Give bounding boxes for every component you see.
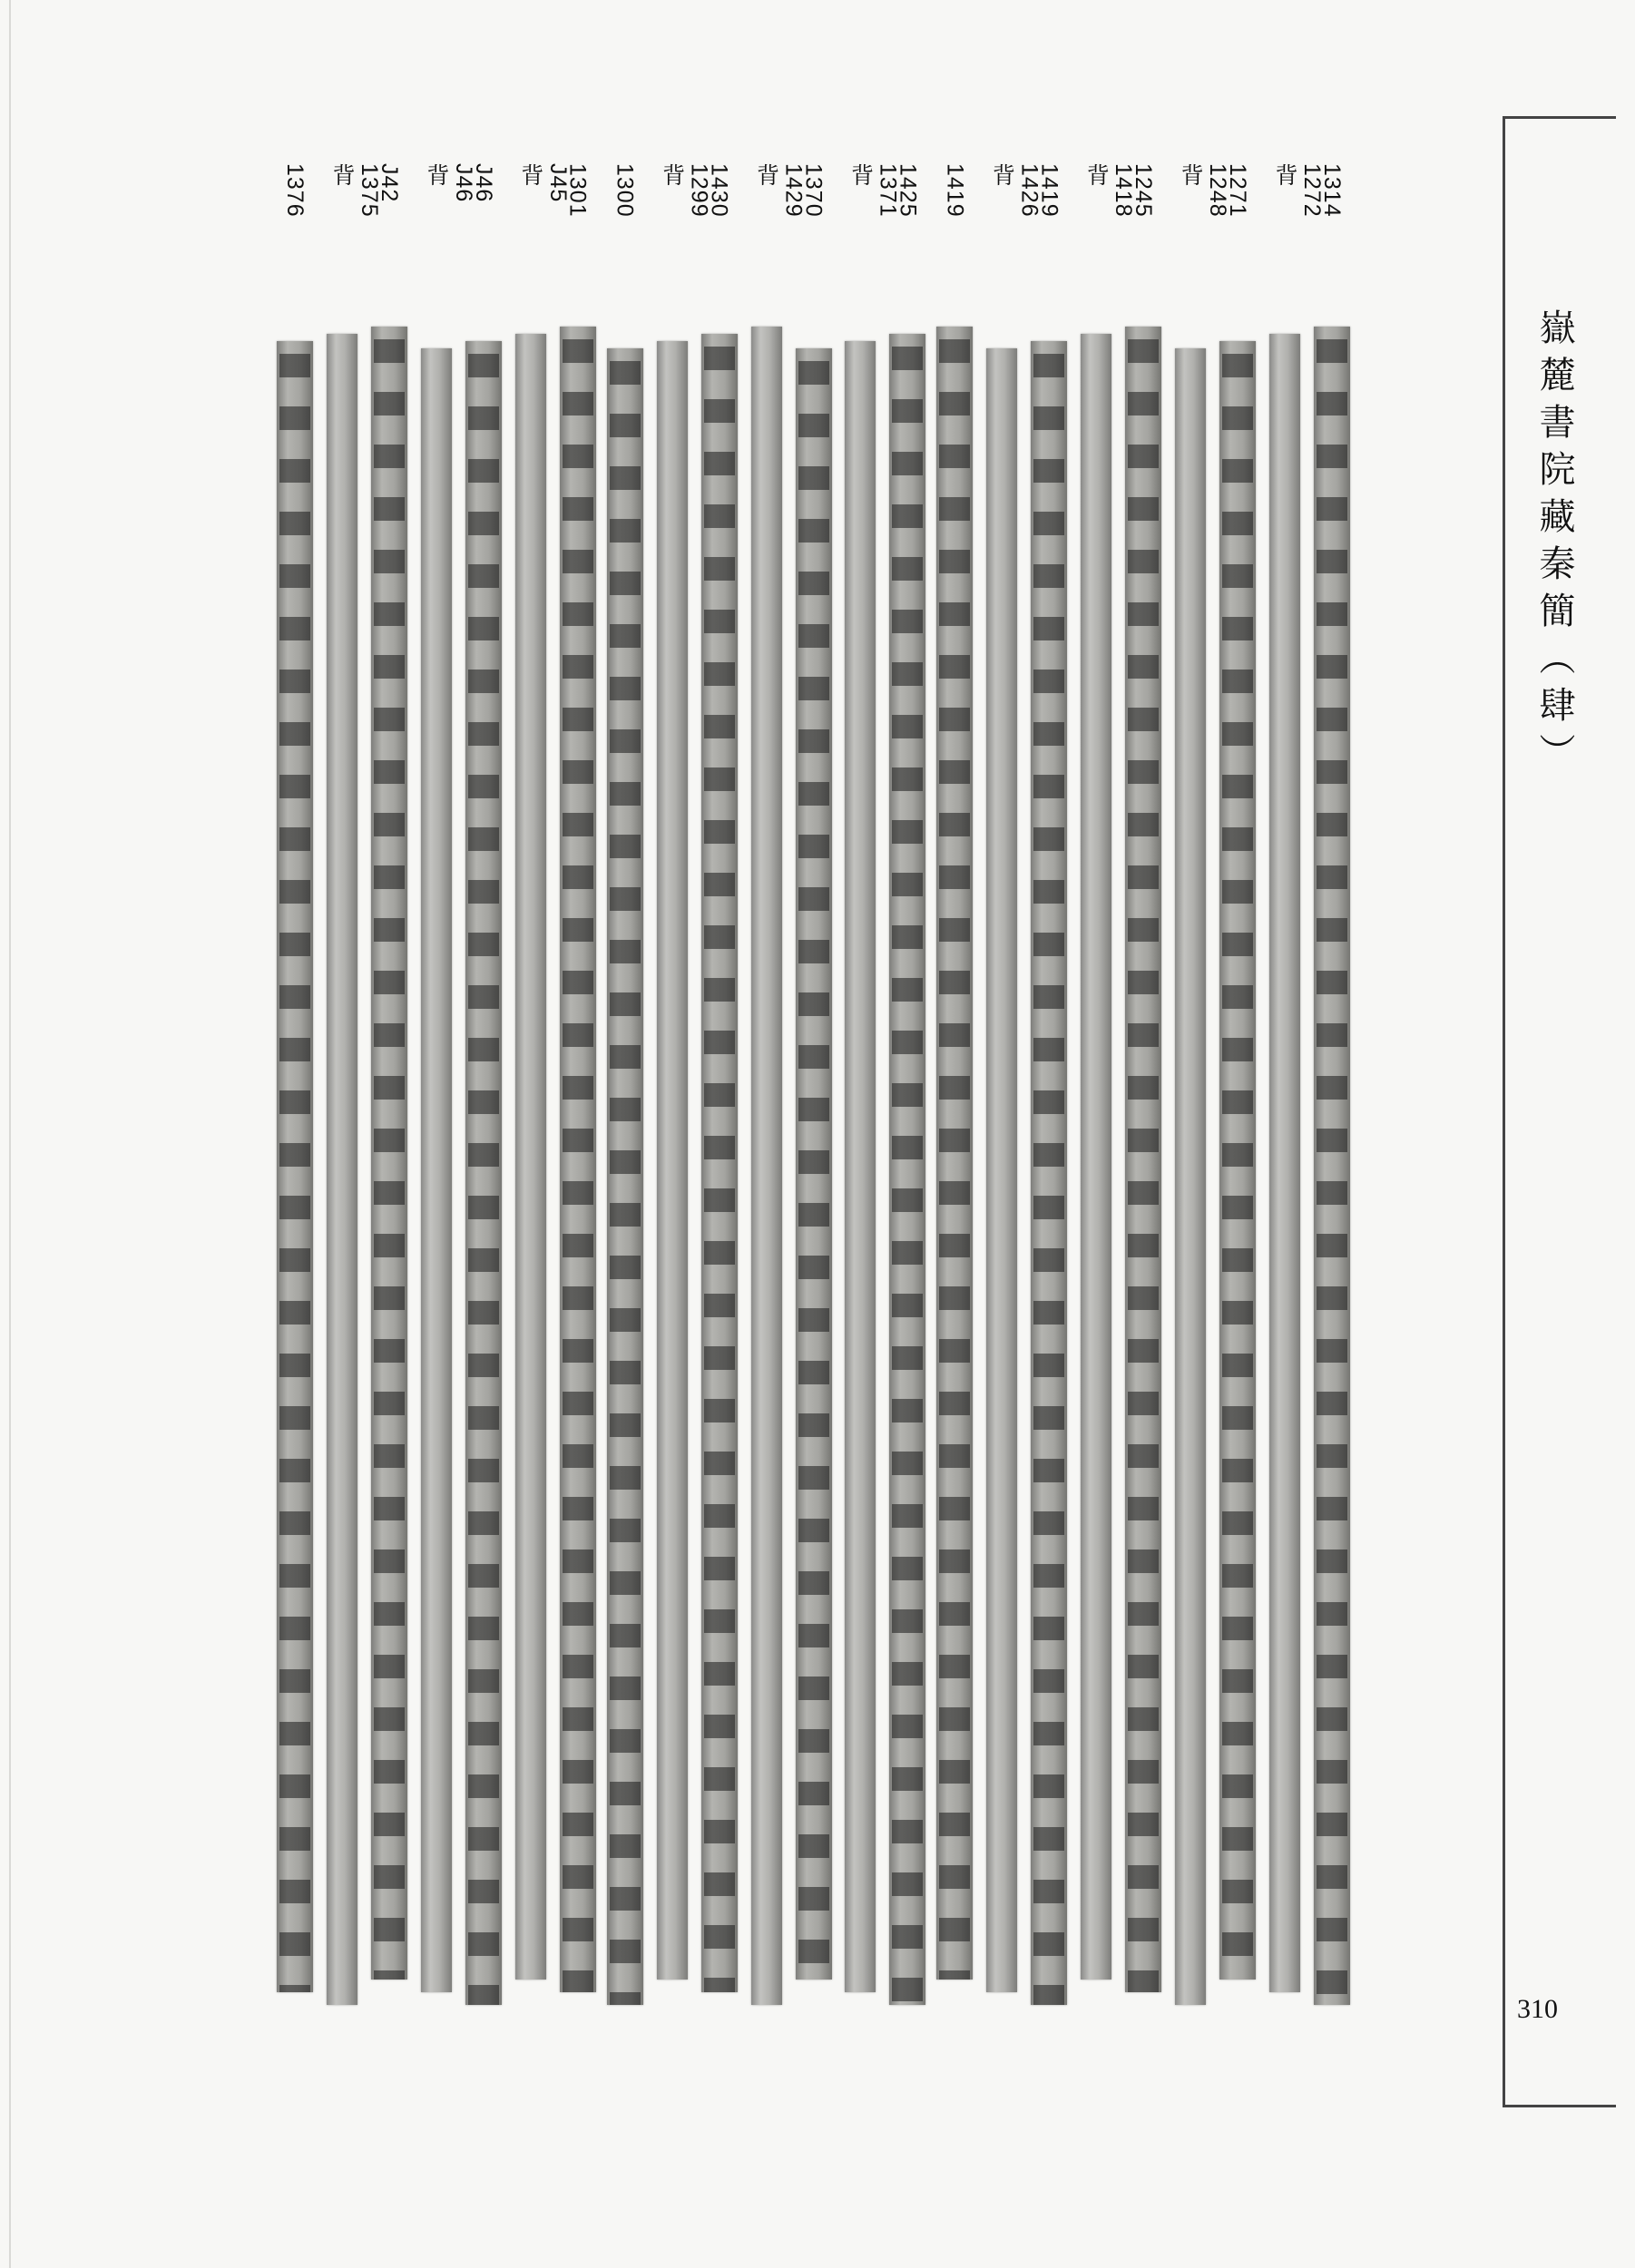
slip-label: J46 — [470, 163, 496, 203]
bamboo-slip — [796, 348, 832, 1980]
slip-label: J45背 — [517, 163, 571, 203]
bamboo-slip — [889, 334, 925, 2005]
slip-writing — [563, 327, 593, 1992]
slip-label: 1419 — [1036, 163, 1062, 218]
slip-label: 1300 — [612, 163, 638, 218]
slip-label: 1375背 — [328, 163, 382, 218]
slip-label: 1314 — [1319, 163, 1345, 218]
page-edge — [9, 0, 11, 2268]
bamboo-slip — [421, 348, 452, 1992]
slip-label: 1272背 — [1272, 163, 1326, 218]
slip-label: 1271 — [1225, 163, 1251, 218]
bamboo-slip — [657, 341, 688, 1980]
bamboo-slip — [1081, 334, 1111, 1980]
slip-label: 1371背 — [847, 163, 901, 218]
bamboo-slip — [327, 334, 357, 2005]
slip-label: 1430 — [706, 163, 732, 218]
slip-label: 1419 — [942, 163, 968, 218]
slip-label: 1418背 — [1083, 163, 1137, 218]
slip-writing — [279, 341, 310, 1992]
slip-label: J42 — [376, 163, 402, 203]
slip-writing — [1317, 327, 1347, 2005]
bamboo-slip — [1125, 327, 1161, 1992]
slip-label: J46背 — [423, 163, 476, 203]
slip-writing — [610, 348, 641, 2005]
page-number: 310 — [1517, 1994, 1558, 2024]
slip-label: 1245 — [1131, 163, 1157, 218]
bamboo-slip — [1314, 327, 1350, 2005]
bamboo-slip — [1219, 341, 1256, 1980]
slip-label: 1299背 — [659, 163, 712, 218]
bamboo-slip — [465, 341, 502, 2005]
bamboo-slip — [607, 348, 643, 2005]
slip-writing — [798, 348, 829, 1980]
slip-writing — [1222, 341, 1253, 1980]
bamboo-slip — [751, 327, 782, 2005]
slip-label: 1429背 — [753, 163, 807, 218]
bamboo-slip — [277, 341, 313, 1992]
book-title: 嶽麓書院藏秦簡（肆） — [1533, 308, 1575, 780]
slip-label: 1425 — [895, 163, 921, 218]
slip-writing — [374, 327, 405, 1980]
bamboo-slip — [936, 327, 973, 1980]
slip-label: 1376 — [282, 163, 308, 218]
bamboo-slip — [1175, 348, 1206, 2005]
bamboo-slip — [1031, 341, 1067, 2005]
bamboo-slip — [986, 348, 1017, 1992]
slip-writing — [1128, 327, 1159, 1992]
slip-writing — [939, 327, 970, 1980]
bamboo-slip — [515, 334, 546, 1980]
slip-label: 1426背 — [989, 163, 1043, 218]
slip-label: 1370 — [800, 163, 827, 218]
bamboo-slip — [371, 327, 407, 1980]
slip-writing — [1033, 341, 1064, 2005]
bamboo-slip — [701, 334, 738, 1992]
slip-label: 1248背 — [1178, 163, 1231, 218]
slip-writing — [468, 341, 499, 2005]
slip-label: 1301 — [564, 163, 591, 218]
bamboo-slip — [560, 327, 596, 1992]
slip-writing — [704, 334, 735, 1992]
slip-writing — [892, 334, 923, 2005]
bamboo-slip — [845, 341, 876, 1992]
bamboo-slip — [1269, 334, 1300, 1992]
